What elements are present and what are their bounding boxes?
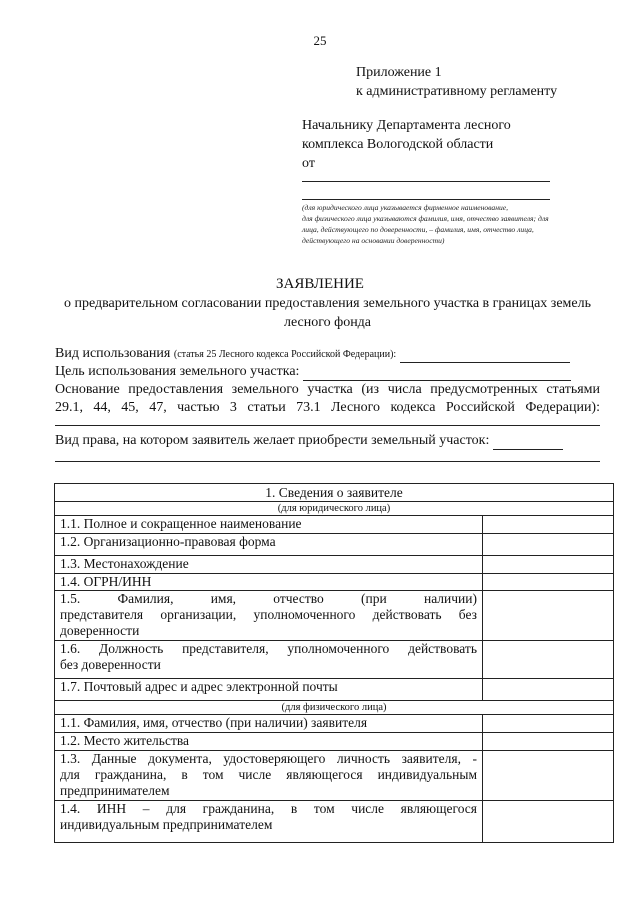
row-i-1-4-line-1: 1.4. ИНН – для гражданина, в том числе являющегося: [60, 801, 477, 816]
basis-fill-line[interactable]: [55, 425, 600, 426]
addressee-from: от: [302, 156, 315, 171]
right-type-field: [55, 433, 600, 450]
use-type-reference: (статья 25 Лесного кодекса Российской Федерации):: [173, 349, 397, 360]
individual-subheader: (для физического лица): [55, 701, 614, 715]
row-i-1-3-line-1: 1.3. Данные документа, удостоверяющего личность заявителя, -: [60, 751, 477, 766]
table-row-value[interactable]: [483, 801, 614, 843]
table-row-label: [55, 641, 483, 679]
table-row-value[interactable]: [483, 641, 614, 679]
note-line-3: лица, действующего по доверенности, – фамилия, имя, отчество лица,: [302, 225, 534, 234]
addressee-line-2: комплекса Вологодской области: [302, 137, 494, 152]
table-row-value[interactable]: [483, 715, 614, 733]
use-type-field: [55, 346, 600, 363]
note-line-1: (для юридического лица указывается фирменное наименование,: [302, 203, 509, 212]
basis-line-2: 29.1, 44, 45, 47, частью 3 статьи 73.1 Лесного кодекса Российской Федерации):: [55, 400, 600, 415]
row-1-6-rest: без доверенности: [60, 657, 161, 672]
addressee-line-1: Начальнику Департамента лесного: [302, 118, 511, 133]
table-row-value[interactable]: [483, 574, 614, 591]
note-line-2: для физического лица указываются фамилия, имя, отчество заявителя; для: [302, 214, 549, 223]
table-row-value[interactable]: [483, 751, 614, 801]
table-row-label: [55, 591, 483, 641]
basis-line-1: Основание предоставления земельного участка (из числа предусмотренных статьями: [55, 382, 600, 397]
right-type-label: Вид права, на котором заявитель желает приобрести земельный участок:: [55, 433, 490, 448]
table-row-label: [55, 801, 483, 843]
table-row-value[interactable]: [483, 733, 614, 751]
note-line-4: действующего на основании доверенности): [302, 236, 445, 245]
table-row-value[interactable]: [483, 556, 614, 574]
appendix-line-1: Приложение 1: [356, 65, 442, 80]
row-1-6-line-1: 1.6. Должность представителя, уполномоченного действовать: [60, 641, 477, 656]
table-row-value[interactable]: [483, 534, 614, 556]
document-title: ЗАЯВЛЕНИЕ: [276, 276, 364, 292]
purpose-field: [55, 364, 600, 381]
appendix-line-2: к административному регламенту: [356, 84, 558, 99]
table-row-value[interactable]: [483, 591, 614, 641]
table-row-value[interactable]: [483, 679, 614, 701]
page-number: 25: [313, 33, 327, 48]
row-i-1-4-rest: индивидуальным предпринимателем: [60, 817, 273, 832]
row-1-5-line-1: 1.5. Фамилия, имя, отчество (при наличии): [60, 591, 477, 606]
table-row-label: 1.2. Место жительства: [55, 733, 483, 751]
right-type-input[interactable]: [493, 433, 563, 450]
row-1-5-rest: представителя организации, уполномоченного действовать без доверенности: [60, 607, 477, 638]
table-row-label: 1.4. ОГРН/ИНН: [55, 574, 483, 591]
table-row-label: 1.7. Почтовый адрес и адрес электронной почты: [55, 679, 483, 701]
purpose-input[interactable]: [303, 364, 571, 381]
table-row-value[interactable]: [483, 516, 614, 534]
table-row-label: 1.3. Местонахождение: [55, 556, 483, 574]
applicant-note: [302, 202, 592, 246]
applicant-fill-line-1[interactable]: [302, 181, 550, 182]
table-row-label: [55, 751, 483, 801]
document-subtitle: о предварительном согласовании предоставления земельного участка в границах земель лесного фонда: [63, 296, 591, 330]
legal-entity-subheader: (для юридического лица): [55, 502, 614, 516]
use-type-input[interactable]: [400, 346, 570, 363]
appendix-heading: [356, 63, 557, 101]
use-type-label: Вид использования: [55, 346, 171, 361]
right-type-fill-line[interactable]: [55, 461, 600, 462]
table-row-label: 1.1. Фамилия, имя, отчество (при наличии) заявителя: [55, 715, 483, 733]
table-header: 1. Сведения о заявителе: [55, 484, 614, 502]
table-row-label: 1.1. Полное и сокращенное наименование: [55, 516, 483, 534]
purpose-label: Цель использования земельного участка:: [55, 364, 300, 379]
row-i-1-3-rest: для гражданина, в том числе являющегося индивидуальным предпринимателем: [60, 767, 477, 798]
applicant-info-table: [54, 483, 614, 843]
applicant-fill-line-2[interactable]: [302, 199, 550, 200]
addressee-block: [302, 116, 511, 173]
table-row-label: 1.2. Организационно-правовая форма: [55, 534, 483, 556]
